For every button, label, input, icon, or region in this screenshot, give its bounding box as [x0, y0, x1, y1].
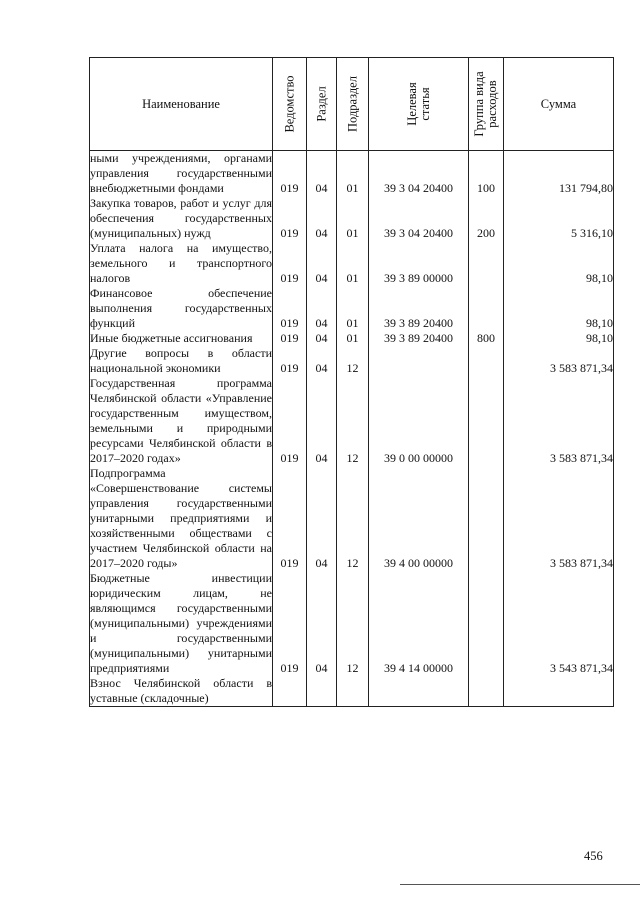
header-target	[369, 58, 469, 151]
table-row	[90, 196, 614, 241]
header-group-label: Группа вида расходов	[472, 71, 499, 137]
cell-sum: 5 316,10	[504, 196, 614, 241]
header-subsection-label: Подраздел	[345, 76, 359, 132]
cell-dept: 019	[273, 241, 307, 286]
cell-subsection	[337, 676, 369, 707]
cell-sum: 3 583 871,34	[504, 376, 614, 466]
header-sum: Сумма	[504, 58, 614, 151]
table-row	[90, 466, 614, 571]
cell-group	[469, 346, 504, 376]
cell-group	[469, 466, 504, 571]
cell-dept: 019	[273, 151, 307, 197]
cell-section: 04	[307, 331, 337, 346]
cell-section	[307, 676, 337, 707]
cell-subsection: 12	[337, 466, 369, 571]
cell-target: 39 3 89 20400	[369, 331, 469, 346]
cell-sum: 3 583 871,34	[504, 346, 614, 376]
cell-subsection: 12	[337, 571, 369, 676]
cell-dept: 019	[273, 286, 307, 331]
cell-name: Бюджетные инвестиции юридическим лицам, не являющимся государственными (муниципальными) учреждениями и государственными (муниципальными) унитарными предприятиями	[90, 571, 272, 675]
cell-group: 100	[469, 151, 504, 197]
cell-dept: 019	[273, 196, 307, 241]
header-dept-label: Ведомство	[282, 75, 296, 133]
cell-sum: 3 543 871,34	[504, 571, 614, 676]
table-row	[90, 241, 614, 286]
cell-target: 39 3 89 20400	[369, 286, 469, 331]
cell-subsection: 12	[337, 376, 369, 466]
cell-name: Подпрограмма «Совершенствование системы управления государственными унитарными предприятиями и хозяйственными обществами с участием Челябинской области на 2017–2020 годы»	[90, 466, 272, 570]
cell-target	[369, 676, 469, 707]
cell-subsection: 01	[337, 331, 369, 346]
header-name: Наименование	[90, 58, 273, 151]
cell-group	[469, 676, 504, 707]
cell-name: Уплата налога на имущество, земельного и транспортного налогов	[90, 241, 272, 285]
cell-target: 39 0 00 00000	[369, 376, 469, 466]
cell-group	[469, 571, 504, 676]
cell-subsection: 01	[337, 151, 369, 197]
table-body	[90, 151, 614, 707]
header-group	[469, 58, 504, 151]
cell-target: 39 3 04 20400	[369, 196, 469, 241]
cell-name: ными учреждениями, органами управления государственными внебюджетными фондами	[90, 151, 272, 195]
cell-group	[469, 241, 504, 286]
cell-group: 200	[469, 196, 504, 241]
cell-target: 39 3 04 20400	[369, 151, 469, 197]
footer-rule	[400, 884, 640, 885]
cell-subsection: 01	[337, 241, 369, 286]
cell-name: Закупка товаров, работ и услуг для обеспечения государственных (муниципальных) нужд	[90, 196, 272, 240]
cell-dept	[273, 676, 307, 707]
cell-name: Государственная программа Челябинской области «Управление государственным имуществом, земельными и природными ресурсами Челябинской области в 2017–2020 годах»	[90, 376, 272, 465]
cell-name: Взнос Челябинской области в уставные (складочные)	[90, 676, 272, 705]
table-row	[90, 286, 614, 331]
cell-section: 04	[307, 151, 337, 197]
cell-sum: 98,10	[504, 331, 614, 346]
cell-sum	[504, 676, 614, 707]
table-row	[90, 676, 614, 707]
budget-table	[89, 57, 614, 707]
cell-section: 04	[307, 466, 337, 571]
cell-subsection: 01	[337, 196, 369, 241]
cell-section: 04	[307, 196, 337, 241]
cell-dept: 019	[273, 346, 307, 376]
cell-sum: 131 794,80	[504, 151, 614, 197]
header-dept	[273, 58, 307, 151]
table-row	[90, 151, 614, 197]
cell-section: 04	[307, 346, 337, 376]
header-target-label: Целевая статья	[404, 82, 432, 126]
cell-sum: 98,10	[504, 286, 614, 331]
cell-dept: 019	[273, 466, 307, 571]
cell-subsection: 01	[337, 286, 369, 331]
cell-target: 39 4 00 00000	[369, 466, 469, 571]
cell-section: 04	[307, 376, 337, 466]
cell-section: 04	[307, 241, 337, 286]
cell-sum: 3 583 871,34	[504, 466, 614, 571]
cell-name: Финансовое обеспечение выполнения государственных функций	[90, 286, 272, 330]
cell-dept: 019	[273, 376, 307, 466]
cell-dept: 019	[273, 571, 307, 676]
cell-dept: 019	[273, 331, 307, 346]
cell-group	[469, 286, 504, 331]
table-row	[90, 571, 614, 676]
cell-sum: 98,10	[504, 241, 614, 286]
table-row	[90, 331, 614, 346]
header-subsection	[337, 58, 369, 151]
cell-section: 04	[307, 571, 337, 676]
table-row	[90, 346, 614, 376]
cell-group	[469, 376, 504, 466]
table-header-row	[90, 58, 614, 151]
cell-target: 39 4 14 00000	[369, 571, 469, 676]
cell-section: 04	[307, 286, 337, 331]
cell-group: 800	[469, 331, 504, 346]
table-row	[90, 376, 614, 466]
header-section-label: Раздел	[314, 86, 328, 122]
header-section	[307, 58, 337, 151]
cell-target: 39 3 89 00000	[369, 241, 469, 286]
cell-target	[369, 346, 469, 376]
cell-name: Другие вопросы в области национальной экономики	[90, 346, 272, 375]
page-number: 456	[584, 849, 603, 863]
cell-name: Иные бюджетные ассигнования	[90, 331, 273, 346]
cell-subsection: 12	[337, 346, 369, 376]
